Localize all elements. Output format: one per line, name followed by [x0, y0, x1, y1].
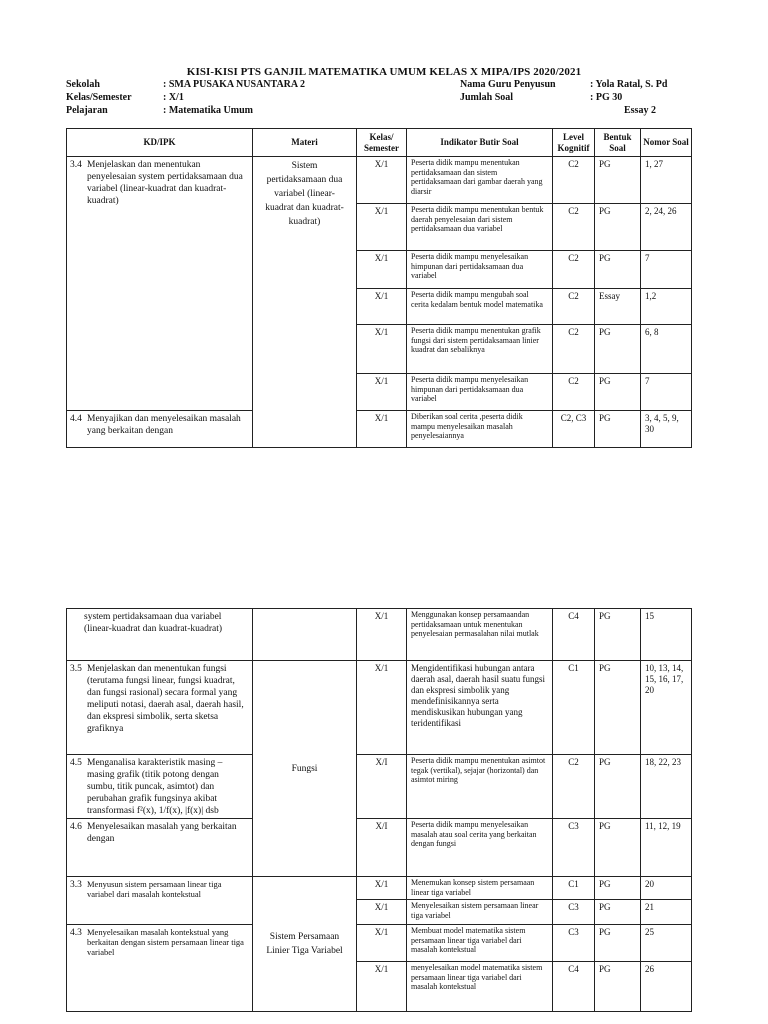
table-row: X/1 Peserta didik mampu menentukan grafik fungsi dari sistem pertidaksamaan linier kuadrat dan sebaliknya C2 PG 6, 8: [67, 325, 692, 374]
pelajaran-value: : Matematika Umum: [163, 105, 253, 116]
table-row: X/1 Peserta didik mampu menyelesaikan himpunan dari pertidaksamaan dua variabel C2 PG 7: [67, 251, 692, 289]
table-row: X/1 Peserta didik mampu mengubah soal cerita kedalam bentuk model matematika C2 Essay 1,2: [67, 289, 692, 325]
materi-fungsi: Fungsi: [253, 661, 357, 877]
materi-sptdv: Sistem pertidaksamaan dua variabel (linear-kuadrat dan kuadrat-kuadrat): [253, 157, 357, 448]
sekolah-label: Sekolah: [66, 79, 100, 90]
table-row: 4.5 Menganalisa karakteristik masing – masing grafik (titik potong dengan sumbu, titik puncak, asimtot) dan perubahan grafik fungsinya akibat transformasi f²(x), 1/f(x), |f(x)| dsb X/I Peserta didik mampu menentukan asimtot tegak (vertikal), sejajar (horizontal) dan asimtot miring C2 PG 18, 22, 23: [67, 755, 692, 819]
kd-4-6: 4.6 Menyelesaikan masalah yang berkaitan dengan: [67, 819, 253, 877]
essay-count: Essay 2: [624, 105, 656, 116]
col-indikator: Indikator Butir Soal: [407, 129, 553, 157]
kelas-semester-label: Kelas/Semester: [66, 92, 132, 103]
table-row: X/1 menyelesaikan model matematika sistem persamaan linear tiga variabel dari masalah kontekstual C4 PG 26: [67, 962, 692, 1012]
table-row: 4.4 Menyajikan dan menyelesaikan masalah yang berkaitan dengan X/1 Diberikan soal cerita ,peserta didik mampu menyelesaikan masalah penyelesaiannya C2, C3 PG 3, 4, 5, 9, 30: [67, 411, 692, 448]
kd-4-5: 4.5 Menganalisa karakteristik masing – masing grafik (titik potong dengan sumbu, titik puncak, asimtot) dan perubahan grafik fungsinya akibat transformasi f²(x), 1/f(x), |f(x)| dsb: [67, 755, 253, 819]
table-row: X/1 Peserta didik mampu menyelesaikan himpunan dari pertidaksamaan dua variabel C2 PG 7: [67, 374, 692, 411]
sekolah-value: : SMA PUSAKA NUSANTARA 2: [163, 79, 306, 90]
jumlah-soal-label: Jumlah Soal: [460, 92, 514, 103]
col-kelas-semester: Kelas/ Semester: [357, 129, 407, 157]
table-row: X/1 Peserta didik mampu menentukan bentuk daerah penyelesaian dari sistem pertidaksamaan dua variabel C2 PG 2, 24, 26: [67, 204, 692, 251]
col-level-kognitif: Level Kognitif: [553, 129, 595, 157]
document-title: KISI-KISI PTS GANJIL MATEMATIKA UMUM KELAS X MIPA/IPS 2020/2021: [186, 66, 582, 78]
col-nomor-soal: Nomor Soal: [641, 129, 692, 157]
kisi-kisi-table-page2: [66, 608, 692, 1012]
guru-label: Nama Guru Penyusun: [460, 79, 556, 90]
pelajaran-label: Pelajaran: [66, 105, 108, 116]
kd-3-4: 3.4 Menjelaskan dan menentukan penyelesaian system pertidaksamaan dua variabel (linear-kuadrat dan kuadrat-kuadrat): [67, 157, 253, 411]
materi-spltv: Sistem Persamaan Linier Tiga Variabel: [253, 877, 357, 1012]
kd-4-4: 4.4 Menyajikan dan menyelesaikan masalah yang berkaitan dengan: [67, 411, 253, 448]
kelas-semester-value: : X/1: [163, 92, 184, 103]
table-row: X/1 Menyelesaikan sistem persamaan linear tiga variabel C3 PG 21: [67, 900, 692, 925]
col-materi: Materi: [253, 129, 357, 157]
table-row: system pertidaksamaan dua variabel (linear-kuadrat dan kuadrat-kuadrat) X/1 Menggunakan konsep persamaandan pertidaksamaan untuk menentukan penyelesaian permasalahan nilai mutlak C4 PG 15: [67, 609, 692, 661]
jumlah-soal-value: : PG 30: [590, 92, 623, 103]
table-row: 3.4 Menjelaskan dan menentukan penyelesaian system pertidaksamaan dua variabel (linear-kuadrat dan kuadrat-kuadrat) Sistem pertidaksamaan dua variabel (linear-kuadrat dan kuadrat-kuadrat) X/1 Peserta didik mampu menentukan pertidaksamaan dan sistem pertidaksamaan dari gambar daerah yang diarsir C2 PG 1, 27: [67, 157, 692, 204]
kisi-kisi-table-page1: [66, 128, 692, 448]
guru-value: : Yola Ratal, S. Pd: [590, 79, 668, 90]
table-row: 4.3 Menyelesaikan masalah kontekstual yang berkaitan dengan sistem persamaan linear tiga variabel X/1 Membuat model matematika sistem persamaan linear tiga variabel dari masalah kontekstual C3 PG 25: [67, 925, 692, 962]
col-kd-ipk: KD/IPK: [67, 129, 253, 157]
table-row: 4.6 Menyelesaikan masalah yang berkaitan dengan X/I Peserta didik mampu menyelesaikan masalah atau soal cerita yang berkaitan dengan fungsi C3 PG 11, 12, 19: [67, 819, 692, 877]
kd-3-3: 3.3 Menyusun sistem persamaan linear tiga variabel dari masalah kontekstual: [67, 877, 253, 925]
kd-4-3: 4.3 Menyelesaikan masalah kontekstual yang berkaitan dengan sistem persamaan linear tiga variabel: [67, 925, 253, 1012]
kd-4-4-continued: system pertidaksamaan dua variabel (linear-kuadrat dan kuadrat-kuadrat): [67, 609, 253, 661]
col-bentuk-soal: Bentuk Soal: [595, 129, 641, 157]
kd-3-5: 3.5 Menjelaskan dan menentukan fungsi (terutama fungsi linear, fungsi kuadrat, dan fungsi rasional) secara formal yang meliputi notasi, daerah asal, daerah hasil, dan ekspresi simbolik, serta sketsa grafiknya: [67, 661, 253, 755]
table-row: 3.3 Menyusun sistem persamaan linear tiga variabel dari masalah kontekstual Sistem Persamaan Linier Tiga Variabel X/1 Menemukan konsep sistem persamaan linear tiga variabel C1 PG 20: [67, 877, 692, 900]
table-row: 3.5 Menjelaskan dan menentukan fungsi (terutama fungsi linear, fungsi kuadrat, dan fungsi rasional) secara formal yang meliputi notasi, daerah asal, daerah hasil, dan ekspresi simbolik, serta sketsa grafiknya Fungsi X/1 Mengidentifikasi hubungan antara daerah asal, daerah hasil suatu fungsi dan ekspresi simbolik yang mendefinisikannya serta mendiskusikan hubungan yang teridentifikasi C1 PG 10, 13, 14, 15, 16, 17, 20: [67, 661, 692, 755]
